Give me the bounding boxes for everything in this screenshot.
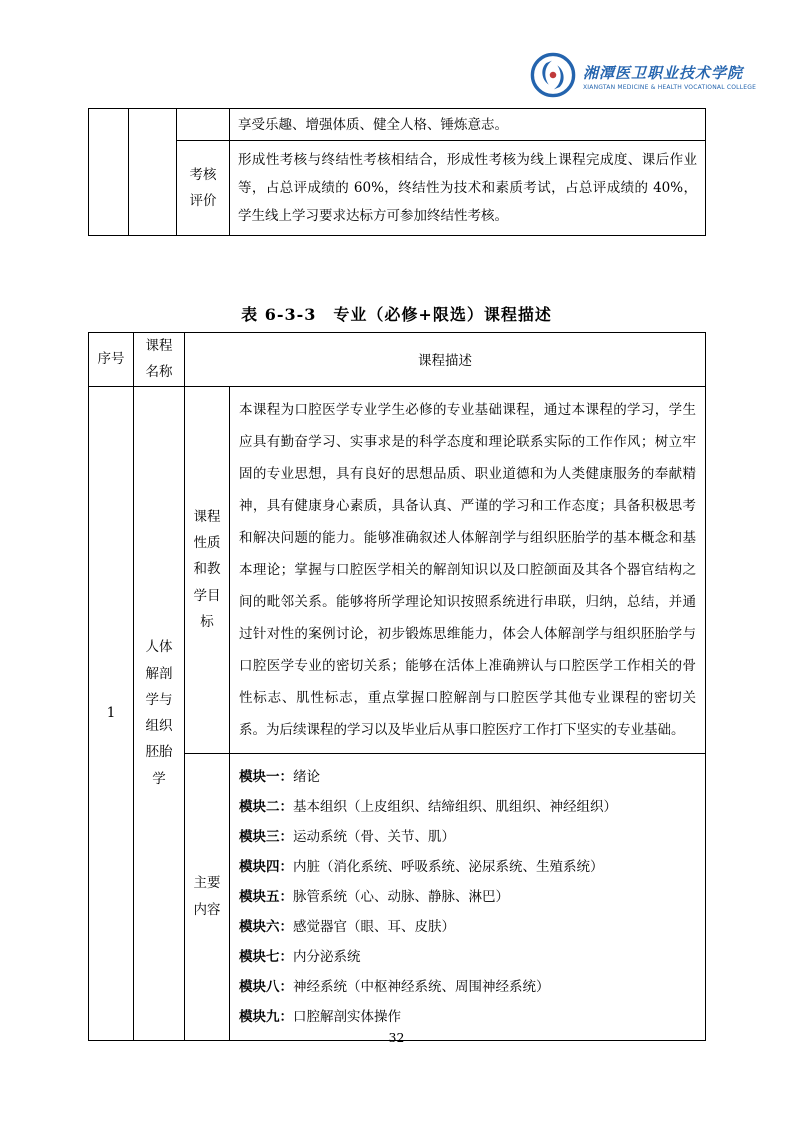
table-header-row (89, 333, 706, 387)
section-label-cell-objectives (185, 386, 230, 753)
module-item: 模块四：内脏（消化系统、呼吸系统、泌尿系统、生殖系统） (239, 858, 604, 875)
college-emblem-icon (530, 52, 576, 102)
empty-label-cell (177, 109, 230, 141)
table-row (89, 386, 706, 753)
empty-cell (129, 109, 177, 236)
college-logo (530, 52, 756, 102)
empty-cell (89, 109, 129, 236)
section-label-cell-content (185, 753, 230, 1040)
course-name-cell (134, 386, 185, 1040)
module-item: 模块一：绪论 (239, 768, 320, 785)
assessment-text-cell: 形成性考核与终结性考核相结合，形成性考核为线上课程完成度、课后作业等，占总评成绩的 60%，终结性为技术和素质考试，占总评成绩的 40%，学生线上学习要求达标方可参加终结性考核。 (230, 141, 706, 236)
table-title: 表 6-3-3 专业（必修+限选）课程描述 (241, 305, 552, 324)
main-content-label: 主要内容 (193, 875, 221, 918)
course-description-table (88, 332, 706, 1041)
header-index: 序号 (89, 333, 134, 387)
module-item: 模块三：运动系统（骨、关节、肌） (239, 828, 455, 845)
course-modules-cell (230, 753, 706, 1040)
objectives-label: 课程性质和教学目标 (193, 508, 221, 631)
module-item: 模块七：内分泌系统 (239, 948, 361, 965)
page-number: 32 (388, 1030, 405, 1045)
table-row (89, 109, 706, 141)
assessment-label: 考核评价 (189, 166, 217, 209)
benefit-text-cell: 享受乐趣、增强体质、健全人格、锤炼意志。 (230, 109, 706, 141)
college-name-english: XIANGTAN MEDICINE & HEALTH VOCATIONAL COLLEGE (583, 84, 757, 91)
row-index-cell: 1 (89, 386, 134, 1040)
course-name: 人体解剖学与组织胚胎学 (145, 639, 173, 787)
course-objectives-cell: 本课程为口腔医学专业学生必修的专业基础课程，通过本课程的学习，学生应具有勤奋学习、实事求是的科学态度和理论联系实际的工作作风；树立牢固的专业思想，具有良好的思想品质、职业道德和为人类健康服务的奉献精神，具有健康身心素质，具备认真、严谨的学习和工作态度；具备积极思考和解决问题的能力。能够准确叙述人体解剖学与组织胚胎学的基本概念和基本理论；掌握与口腔医学相关的解剖知识以及口腔颌面及其各个器官结构之间的毗邻关系。能够将所学理论知识按照系统进行串联，归纳，总结，并通过针对性的案例讨论，初步锻炼思维能力，体会人体解剖学与组织胚胎学与口腔医学专业的密切关系；能够在活体上准确辨认与口腔医学工作相关的骨性标志、肌性标志，重点掌握口腔解剖与口腔医学其他专业课程的密切关系。为后续课程的学习以及毕业后从事口腔医疗工作打下坚实的专业基础。 (230, 386, 706, 753)
module-item: 模块五：脉管系统（心、动脉、静脉、淋巴） (239, 888, 509, 905)
assessment-table (88, 108, 706, 236)
college-name-chinese: 湘潭医卫职业技术学院 (583, 64, 744, 82)
module-item: 模块六：感觉器官（眼、耳、皮肤） (239, 918, 455, 935)
header-course-name: 课程名称 (134, 333, 185, 387)
module-item: 模块九：口腔解剖实体操作 (239, 1008, 401, 1025)
header-description: 课程描述 (185, 333, 706, 387)
module-item: 模块八：神经系统（中枢神经系统、周围神经系统） (239, 978, 550, 995)
assessment-label-cell (177, 141, 230, 236)
table-row (89, 141, 706, 236)
module-item: 模块二：基本组织（上皮组织、结缔组织、肌组织、神经组织） (239, 798, 617, 815)
